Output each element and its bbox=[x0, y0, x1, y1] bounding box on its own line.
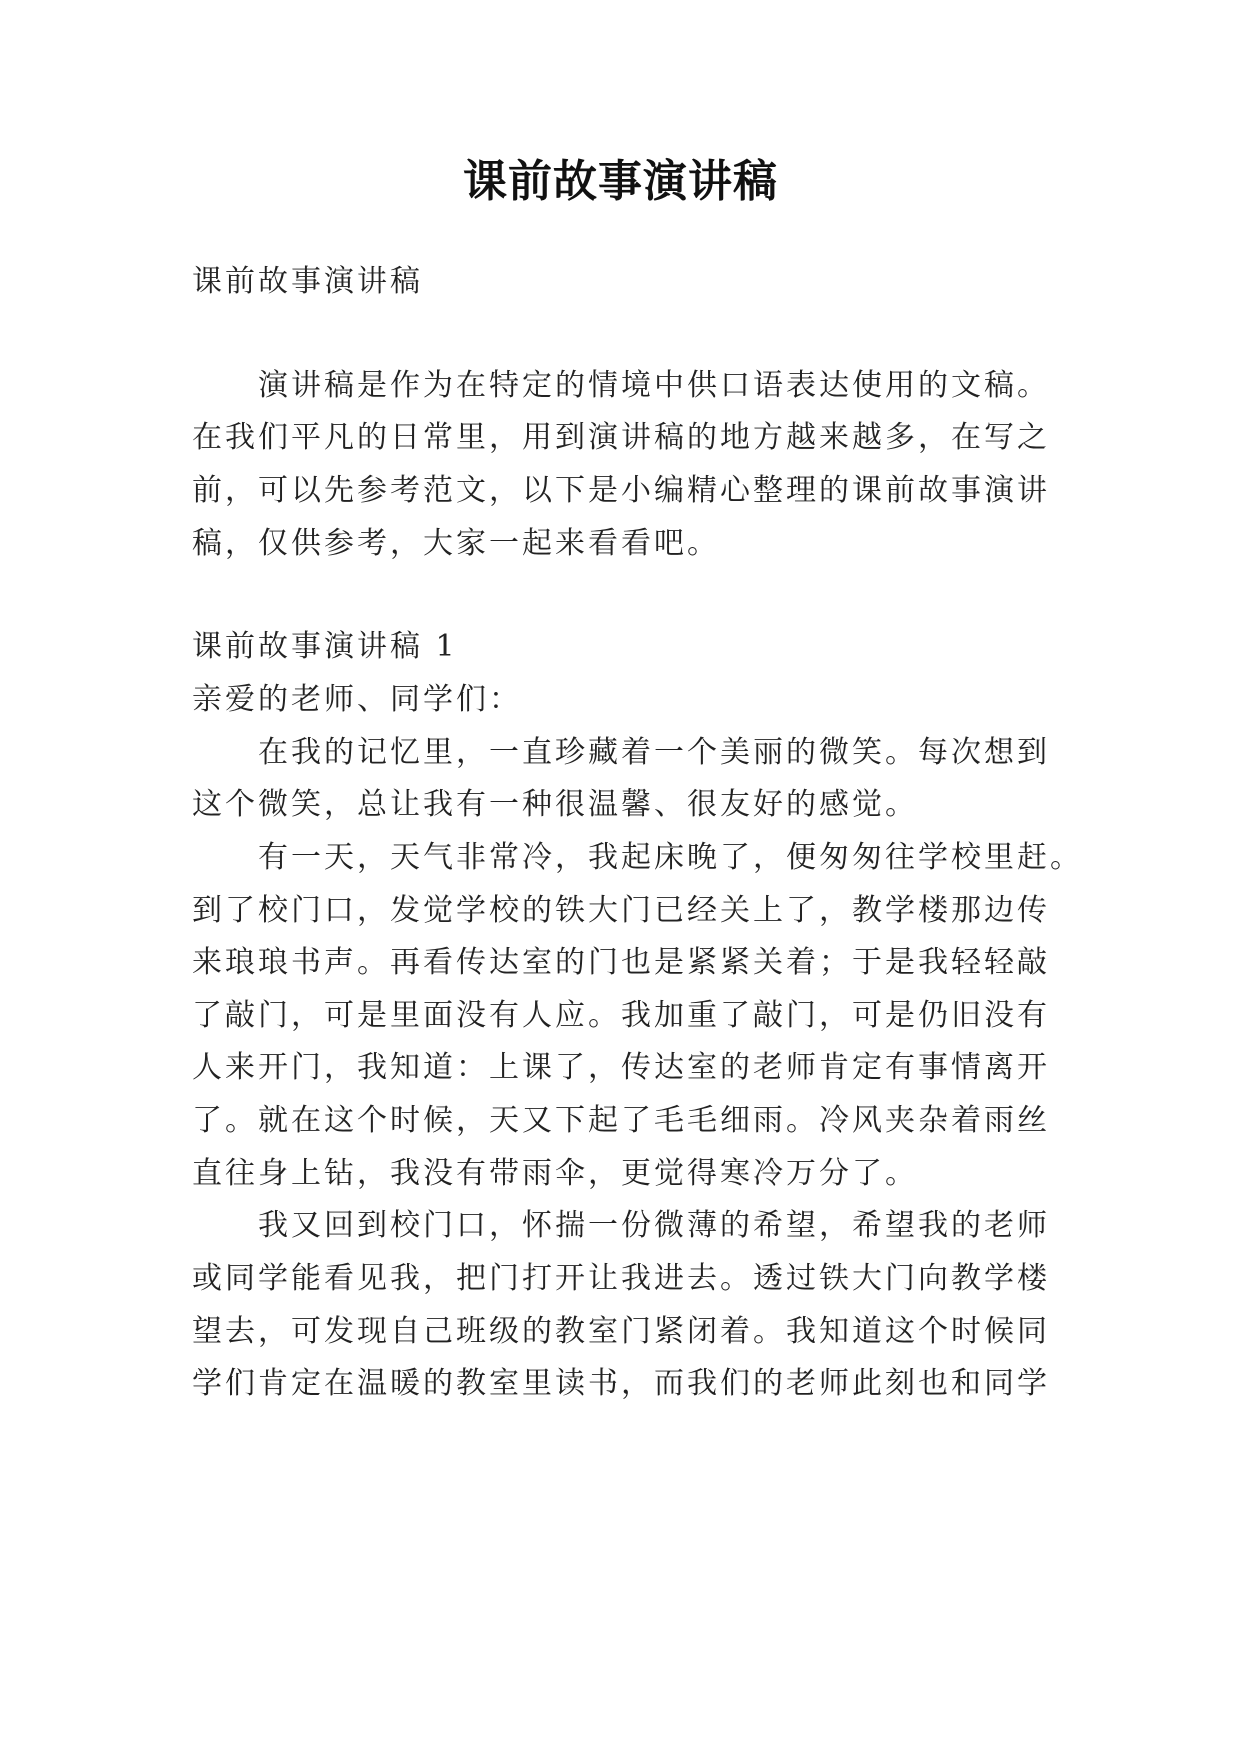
body-line: 学们肯定在温暖的教室里读书，而我们的老师此刻也和同学 bbox=[192, 1366, 1050, 1401]
intro-line: 在我们平凡的日常里，用到演讲稿的地方越来越多，在写之 bbox=[192, 420, 1050, 455]
body-line: 有一天，天气非常冷，我起床晚了，便匆匆往学校里赶。 bbox=[258, 840, 1083, 875]
body-line: 了。就在这个时候，天又下起了毛毛细雨。冷风夹杂着雨丝 bbox=[192, 1103, 1050, 1138]
body-line: 了敲门，可是里面没有人应。我加重了敲门，可是仍旧没有 bbox=[192, 998, 1050, 1033]
intro-line: 稿，仅供参考，大家一起来看看吧。 bbox=[192, 526, 720, 561]
section-heading: 课前故事演讲稿 1 bbox=[192, 629, 458, 664]
body-line: 直往身上钻，我没有带雨伞，更觉得寒冷万分了。 bbox=[192, 1156, 918, 1191]
intro-line: 前，可以先参考范文，以下是小编精心整理的课前故事演讲 bbox=[192, 473, 1050, 508]
body-line: 这个微笑，总让我有一种很温馨、很友好的感觉。 bbox=[192, 787, 918, 822]
body-line: 或同学能看见我，把门打开让我进去。透过铁大门向教学楼 bbox=[192, 1261, 1050, 1296]
document-title: 课前故事演讲稿 bbox=[463, 156, 778, 207]
body-line: 人来开门，我知道：上课了，传达室的老师肯定有事情离开 bbox=[192, 1050, 1050, 1085]
subtitle-line: 课前故事演讲稿 bbox=[192, 264, 423, 299]
salutation-line: 亲爱的老师、同学们： bbox=[192, 682, 522, 717]
body-line: 来琅琅书声。再看传达室的门也是紧紧关着；于是我轻轻敲 bbox=[192, 945, 1050, 980]
body-line: 我又回到校门口，怀揣一份微薄的希望，希望我的老师 bbox=[258, 1208, 1050, 1243]
body-line: 望去，可发现自己班级的教室门紧闭着。我知道这个时候同 bbox=[192, 1314, 1050, 1349]
body-line: 在我的记忆里，一直珍藏着一个美丽的微笑。每次想到 bbox=[258, 735, 1050, 770]
intro-line: 演讲稿是作为在特定的情境中供口语表达使用的文稿。 bbox=[258, 368, 1050, 403]
body-line: 到了校门口，发觉学校的铁大门已经关上了，教学楼那边传 bbox=[192, 893, 1050, 928]
